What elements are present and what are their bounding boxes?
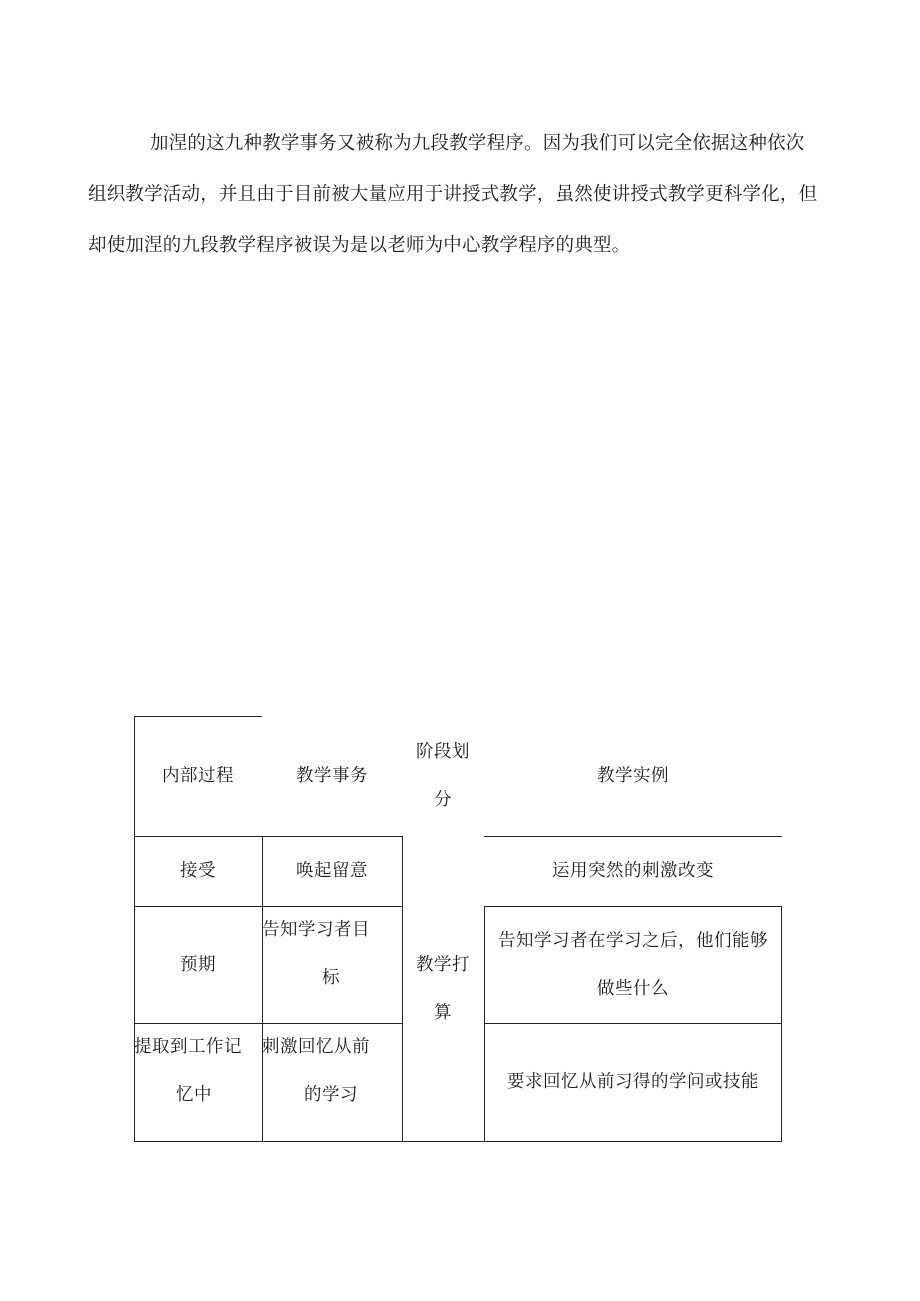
row3-process-line2: 忆中 [176, 1085, 212, 1105]
header-internal-process: 内部过程 [162, 766, 234, 786]
body-paragraph: 加涅的这九种教学事务又被称为九段教学程序。因为我们可以完全依据这种依次组织教学活动，并且由于目前被大量应用于讲授式教学，虽然使讲授式教学更科学化，但却使加涅的九段教学程序被误为是以老师为中心教学程序的典型。 [88, 133, 818, 256]
row3-event-line1: 刺激回忆从前 [262, 1037, 370, 1057]
header-stage-line1: 阶段划 [416, 742, 470, 762]
header-stage [402, 716, 484, 836]
row2-event-line1: 告知学习者目 [262, 920, 370, 940]
stage-merged-line1: 教学打 [416, 955, 470, 975]
row2-example-line1: 告知学习者在学习之后，他们能够 [498, 930, 768, 951]
row1-example: 运用突然的刺激改变 [552, 861, 714, 881]
row3-event [262, 1023, 402, 1141]
row2-event [262, 906, 402, 1023]
stage-merged-cell [402, 836, 484, 1142]
row2-example-line2: 做些什么 [597, 978, 669, 999]
row3-process [134, 1023, 262, 1141]
header-teaching-event: 教学事务 [296, 766, 368, 786]
row3-process-line1: 提取到工作记 [134, 1037, 242, 1057]
row2-process: 预期 [180, 954, 216, 975]
stage-merged-line2: 算 [434, 1003, 452, 1023]
row3-example: 要求回忆从前习得的学问或技能 [507, 1072, 759, 1092]
row2-event-line2: 标 [322, 968, 340, 988]
row1-process: 接受 [180, 861, 216, 881]
header-stage-line2: 分 [434, 790, 452, 810]
row2-example [484, 906, 782, 1023]
row3-event-line2: 的学习 [304, 1085, 358, 1105]
row1-event: 唤起留意 [296, 861, 368, 881]
header-example: 教学实例 [597, 766, 669, 786]
